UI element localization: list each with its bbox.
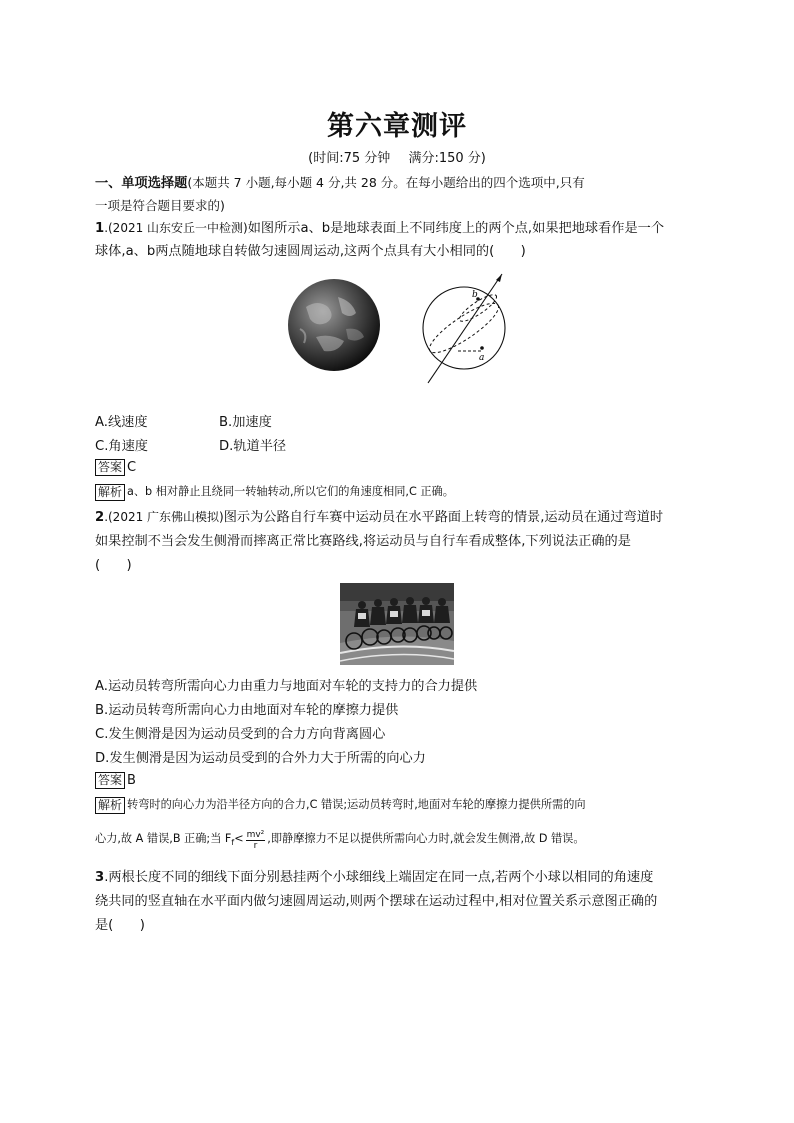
centripetal-fraction — [246, 830, 266, 851]
section-instruction-1: (本题共 7 小题,每小题 4 分,共 28 分。在每小题给出的四个选项中,只有 — [187, 175, 585, 190]
q1-source: .(2021 山东安丘一中检测) — [104, 221, 248, 235]
cyclists-photo — [340, 583, 454, 665]
earth-photo — [286, 277, 382, 373]
exam-info — [0, 147, 794, 166]
q2-number: 2 — [95, 510, 105, 525]
q1-option-d[interactable]: D.轨道半径 — [219, 439, 287, 454]
q2-option-c[interactable]: C.发生侧滑是因为运动员受到的合力方向背离圆心 — [95, 727, 386, 742]
q2-analysis-text-2a: 心力,故 A 错误,B 正确;当 F — [95, 832, 232, 845]
section-instruction-2: 一项是符合题目要求的) — [95, 198, 225, 213]
q2-source: .(2021 广东佛山模拟) — [104, 510, 224, 524]
q2-analysis-1 — [95, 795, 707, 814]
answer-tag: 答案 — [95, 459, 125, 476]
q1-option-c[interactable]: C.角速度 — [95, 439, 148, 454]
analysis-tag: 解析 — [95, 797, 125, 814]
q3-stem-1 — [95, 866, 705, 889]
q1-option-a[interactable]: A.线速度 — [95, 415, 148, 430]
point-a-label: a — [479, 353, 485, 363]
q2-analysis-text-2b: ,即静摩擦力不足以提供所需向心力时,就会发生侧滑,故 D 错误。 — [267, 832, 585, 845]
q2-stem-2: 如果控制不当会发生侧滑而摔离正常比赛路线,将运动员与自行车看成整体,下列说法正确的是 — [95, 534, 631, 549]
q2-text-1: 图示为公路自行车赛中运动员在水平路面上转弯的情景,运动员在通过弯道时 — [223, 510, 664, 525]
q2-option-a[interactable]: A.运动员转弯所需向心力由重力与地面对车轮的支持力的合力提供 — [95, 679, 478, 694]
q1-text-1: 如图所示a、b是地球表面上不同纬度上的两个点,如果把地球看作是一个 — [247, 221, 665, 236]
q3-number: 3 — [95, 870, 105, 885]
globe-diagram — [416, 266, 526, 386]
q3-stem-2: 绕共同的竖直轴在水平面内做匀速圆周运动,则两个摆球在运动过程中,相对位置关系示意图正确的 — [95, 894, 658, 909]
q2-stem-1 — [95, 506, 705, 529]
friction-subscript: f — [231, 838, 235, 848]
point-b-label: b — [472, 290, 478, 300]
time-limit: (时间:75 分钟 — [308, 151, 391, 166]
fraction-denominator: r — [253, 841, 258, 851]
less-than-sign: < — [234, 832, 244, 845]
q1-number: 1 — [95, 221, 105, 236]
q2-stem-3: ( ) — [95, 558, 132, 573]
q2-option-b[interactable]: B.运动员转弯所需向心力由地面对车轮的摩擦力提供 — [95, 703, 399, 718]
section-heading — [95, 171, 705, 195]
q3-stem-3: 是( ) — [95, 918, 145, 933]
section-title: 一、单项选择题 — [95, 176, 188, 191]
fraction-numerator: mv² — [246, 830, 265, 840]
q2-answer-value: B — [127, 773, 136, 788]
q1-analysis-text: a、b 相对静止且绕同一转轴转动,所以它们的角速度相同,C 正确。 — [127, 485, 454, 498]
q1-answer — [95, 458, 136, 477]
q1-stem-2: 球体,a、b两点随地球自转做匀速圆周运动,这两个点具有大小相同的( ) — [95, 244, 526, 259]
answer-tag: 答案 — [95, 772, 125, 789]
q2-option-d[interactable]: D.发生侧滑是因为运动员受到的合外力大于所需的向心力 — [95, 751, 426, 766]
q1-answer-value: C — [127, 460, 137, 475]
q3-text-1: .两根长度不同的细线下面分别悬挂两个小球细线上端固定在同一点,若两个小球以相同的角速度 — [104, 870, 654, 885]
q1-stem-1 — [95, 217, 705, 240]
full-score: 满分:150 分) — [408, 151, 486, 166]
q2-answer — [95, 771, 136, 790]
analysis-tag: 解析 — [95, 484, 125, 501]
page-title: 第六章测评 — [327, 111, 467, 142]
q2-analysis-text-1: 转弯时的向心力为沿半径方向的合力,C 错误;运动员转弯时,地面对车轮的摩擦力提供所需的向 — [127, 798, 586, 811]
q1-analysis — [95, 482, 707, 501]
q1-option-b[interactable]: B.加速度 — [219, 415, 272, 430]
q2-analysis-2 — [95, 829, 707, 852]
